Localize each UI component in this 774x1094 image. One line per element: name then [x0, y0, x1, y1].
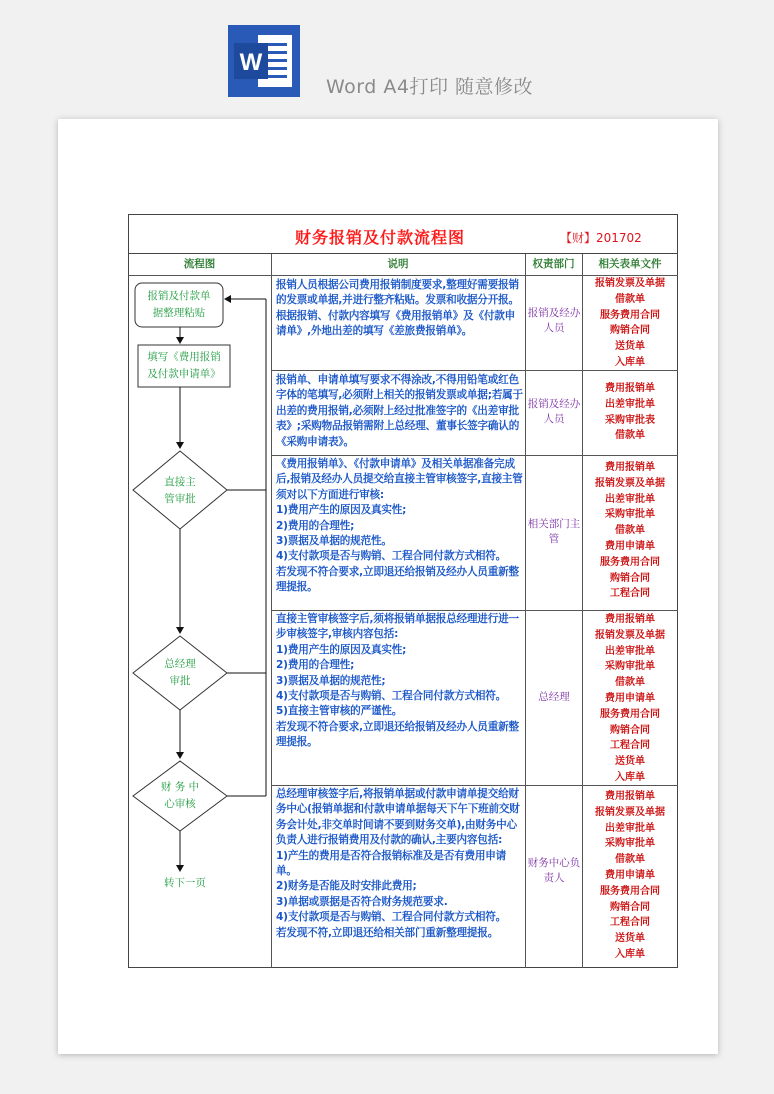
row1-dept: 报销及经办人员 [527, 307, 581, 334]
row5-dept: 财务中心负责人 [527, 857, 581, 884]
row2-description: 报销单、申请单填写要求不得涂改,不得用铅笔或红色字体的笔填写,必须附上相关的报销发票或单据;若属于出差的费用报销,必须附上经过批准签字的《出差审批表》;采购物品报销需附上总经理、董事长签字确认的《采购申请表》。 [276, 374, 523, 448]
row2-forms: 费用报销单 出差审批单 采购审批表 借款单 [605, 383, 655, 442]
row1-description: 报销人员根据公司费用报销制度要求,整理好需要报销的发票或单据,并进行整齐粘贴。发票和收据分开报。根据报销、付款内容填写《费用报销单》及《付款申请单》,外地出差的填写《差旅费报销单》。 [276, 279, 519, 338]
row4-forms: 费用报销单 报销发票及单据 出差审批单 采购审批单 借款单 费用申请单 服务费用合同 购销合同 工程合同 送货单 入库单 [595, 614, 665, 783]
flow-node-finance: 财 务 中 心审核 [160, 781, 200, 810]
row5-forms: 费用报销单 报销发票及单据 出差审批单 采购审批单 借款单 费用申请单 服务费用合同 购销合同 工程合同 送货单 入库单 [595, 791, 665, 960]
document-title: 财务报销及付款流程图 [295, 228, 466, 247]
document-code: 【财】201702 [560, 231, 642, 245]
word-doc-icon [228, 25, 300, 97]
banner-caption: Word A4打印 随意修改 [326, 76, 534, 98]
col-divider-desc [525, 254, 526, 968]
row4-dept: 总经理 [538, 691, 570, 703]
header-forms: 相关表单文件 [598, 258, 662, 270]
header-flow: 流程图 [183, 258, 216, 270]
flow-node-supervisor: 直接主 管审批 [164, 476, 196, 505]
flow-node-gm: 总经理 审批 [164, 658, 196, 687]
row3-forms: 费用报销单 报销发票及单据 出差审批单 采购审批单 借款单 费用申请单 服务费用合同 购销合同 工程合同 [595, 462, 665, 600]
header-dept: 权责部门 [532, 258, 575, 270]
row2-dept: 报销及经办人员 [527, 398, 581, 425]
flow-node-next-page: 转下一页 [164, 877, 206, 889]
flow-node-organize: 报销及付款单 据整理粘贴 [147, 290, 211, 319]
row3-description: 《费用报销单》、《付款申请单》及相关单据准备完成后,报销及经办人员提交给直接主管审核签字,直接主管须对以下方面进行审核: 1)费用产生的原因及真实性; 2)费用的合理性; 3)票据及单据的规范性。 4)支付款项是否与购销、工程合同付款方式相符。 若发现不符合要求,立即退还给报销及经办人员重新整理提报。 [276, 458, 523, 594]
svg-text:W: W [239, 49, 263, 76]
row4-description: 直接主管审核签字后,须将报销单据报总经理进行进一步审核签字,审核内容包括: 1)费用产生的原因及真实性; 2)费用的合理性; 3)票据及单据的规范性; 4)支付款项是否与购销、工程合同付款方式相符。 5)直接主管审核的严谨性。 若发现不符合要求,立即退还给报销及经办人员重新整理提报。 [276, 613, 519, 749]
row-divider [271, 610, 678, 611]
row-divider [271, 455, 678, 456]
row5-description: 总经理审核签字后,将报销单据或付款申请单提交给财务中心(报销单据和付款申请单据每天下午下班前交财务会计处,非交单时间请不要到财务交单),由财务中心负责人进行报销费用及付款的确认,主要内容包括: 1)产生的费用是否符合报销标准及是否有费用申请单。 2)财务是否能及时安排此费用; 3)单据或票据是否符合财务规范要求. 4)支付款项是否与购销、工程合同付款方式相符。 若发现不符,立即退还给相关部门重新整理提报。 [276, 788, 520, 939]
header-desc: 说明 [387, 258, 409, 270]
row3-dept: 相关部门主管 [527, 518, 581, 545]
col-divider-flow [271, 254, 272, 968]
flow-node-fill-form: 填写《费用报销 及付款申请单》 [147, 351, 221, 380]
row1-forms: 报销发票及单据 借款单 服务费用合同 购销合同 送货单 入库单 [595, 278, 665, 368]
